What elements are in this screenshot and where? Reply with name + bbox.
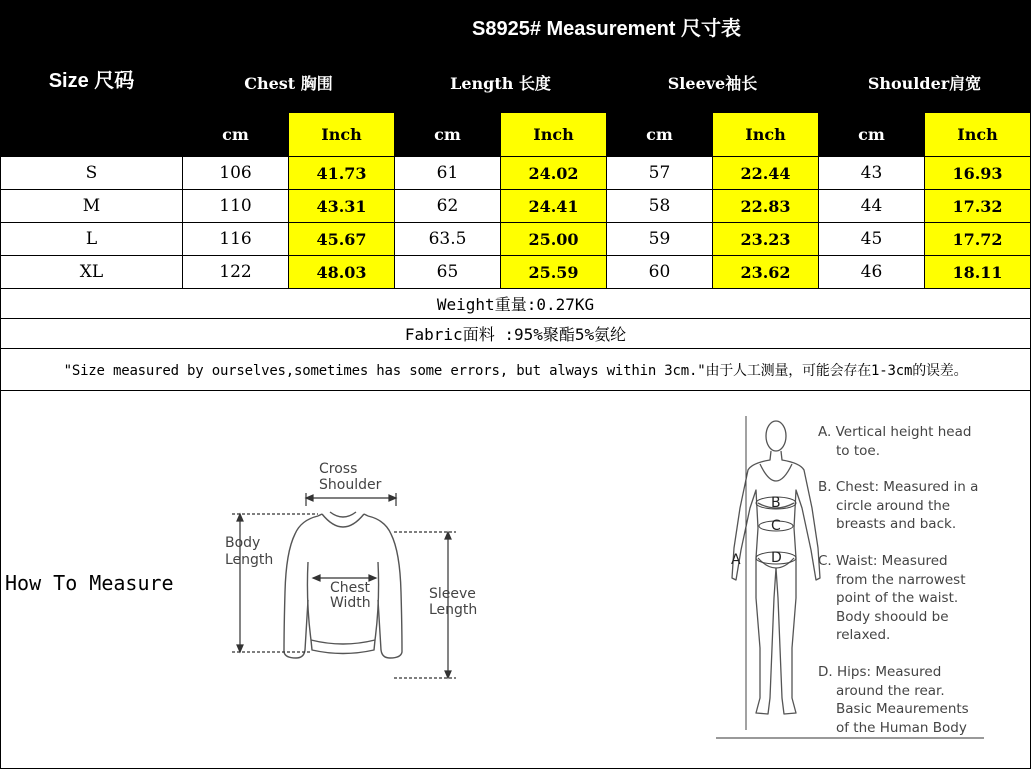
legend-d — [818, 663, 969, 737]
cross-shoulder-label: Shoulder — [319, 477, 382, 493]
chart-title: S8925# Measurement 尺寸表 — [183, 1, 1031, 53]
unit-header-inch: Inch — [713, 113, 819, 157]
value-cell: 106 — [183, 157, 289, 190]
value-cell: 17.32 — [925, 190, 1031, 223]
value-cell: 59 — [607, 223, 713, 256]
value-cell: 22.44 — [713, 157, 819, 190]
legend-line: from the narrowest — [836, 571, 966, 588]
legend-line: to toe. — [836, 442, 880, 459]
unit-header-cm: cm — [395, 113, 501, 157]
value-cell: 45 — [819, 223, 925, 256]
value-cell: 61 — [395, 157, 501, 190]
value-cell: 23.23 — [713, 223, 819, 256]
unit-header-cm: cm — [183, 113, 289, 157]
unit-header-inch: Inch — [501, 113, 607, 157]
sweater-illustration — [218, 452, 488, 687]
group-header-length: Length 长度 — [395, 53, 607, 113]
legend-a — [818, 423, 971, 460]
value-cell: 58 — [607, 190, 713, 223]
value-cell: 62 — [395, 190, 501, 223]
unit-header-cm: cm — [819, 113, 925, 157]
table-row — [1, 157, 1031, 190]
legend-line: Basic Meaurements — [836, 701, 969, 717]
sleeve-length-label: Length — [429, 602, 478, 618]
unit-header-inch: Inch — [925, 113, 1031, 157]
size-cell: S — [1, 157, 183, 190]
value-cell: 63.5 — [395, 223, 501, 256]
marker-c: C — [771, 518, 781, 534]
value-cell: 45.67 — [289, 223, 395, 256]
value-cell: 16.93 — [925, 157, 1031, 190]
value-cell: 23.62 — [713, 256, 819, 289]
group-header-sleeve: Sleeve袖长 — [607, 53, 819, 113]
how-to-measure-label: How To Measure — [5, 571, 174, 595]
legend-line: around the rear. — [836, 682, 945, 699]
value-cell: 17.72 — [925, 223, 1031, 256]
legend-line: circle around the — [836, 497, 951, 514]
legend-line: breasts and back. — [836, 516, 957, 532]
legend-line: Body shoould be — [836, 608, 949, 625]
chest-width-label: Width — [330, 595, 371, 611]
value-cell: 24.41 — [501, 190, 607, 223]
cross-shoulder-label: Cross — [319, 461, 358, 477]
chest-width-label: Chest — [330, 580, 371, 596]
group-header-shoulder: Shoulder肩宽 — [819, 53, 1031, 113]
value-cell: 43.31 — [289, 190, 395, 223]
body-length-label: Body — [225, 535, 261, 551]
legend-line: D. Hips: Measured — [818, 664, 942, 680]
value-cell: 46 — [819, 256, 925, 289]
legend-c — [818, 552, 965, 645]
value-cell: 44 — [819, 190, 925, 223]
table-row — [1, 256, 1031, 289]
group-header-chest: Chest 胸围 — [183, 53, 395, 113]
value-cell: 24.02 — [501, 157, 607, 190]
human-figure-icon — [732, 421, 820, 714]
value-cell: 41.73 — [289, 157, 395, 190]
size-cell: L — [1, 223, 183, 256]
value-cell: 18.11 — [925, 256, 1031, 289]
size-cell: M — [1, 190, 183, 223]
sweater-diagram — [218, 452, 488, 687]
unit-header-inch: Inch — [289, 113, 395, 157]
value-cell: 122 — [183, 256, 289, 289]
table-row — [1, 190, 1031, 223]
value-cell: 60 — [607, 256, 713, 289]
sleeve-length-label: Sleeve — [429, 586, 476, 602]
body-length-label: Length — [225, 552, 274, 568]
marker-b: B — [771, 495, 781, 511]
value-cell: 116 — [183, 223, 289, 256]
legend-line: A. Vertical height head — [818, 424, 972, 440]
legend-line: B. Chest: Measured in a — [818, 479, 979, 495]
legend-line: of the Human Body — [836, 719, 967, 736]
measurement-note: "Size measured by ourselves,sometimes has some errors, but always within 3cm."由于人工测量，可能会存在1-3cm的误差。 — [1, 349, 1031, 391]
size-column-header: Size 尺码 — [1, 1, 183, 157]
value-cell: 65 — [395, 256, 501, 289]
marker-a: A — [731, 552, 741, 568]
legend-line: point of the waist. — [836, 590, 959, 606]
legend-line: C. Waist: Measured — [818, 553, 948, 569]
fabric-info: Fabric面料 :95%聚酯5%氨纶 — [1, 319, 1031, 349]
value-cell: 22.83 — [713, 190, 819, 223]
value-cell: 110 — [183, 190, 289, 223]
value-cell: 25.59 — [501, 256, 607, 289]
table-row — [1, 223, 1031, 256]
legend-line: relaxed. — [836, 627, 891, 643]
marker-d: D — [771, 550, 782, 566]
value-cell: 25.00 — [501, 223, 607, 256]
legend-b — [818, 478, 978, 534]
value-cell: 57 — [607, 157, 713, 190]
weight-info: Weight重量:0.27KG — [1, 289, 1031, 319]
size-cell: XL — [1, 256, 183, 289]
value-cell: 43 — [819, 157, 925, 190]
value-cell: 48.03 — [289, 256, 395, 289]
unit-header-cm: cm — [607, 113, 713, 157]
